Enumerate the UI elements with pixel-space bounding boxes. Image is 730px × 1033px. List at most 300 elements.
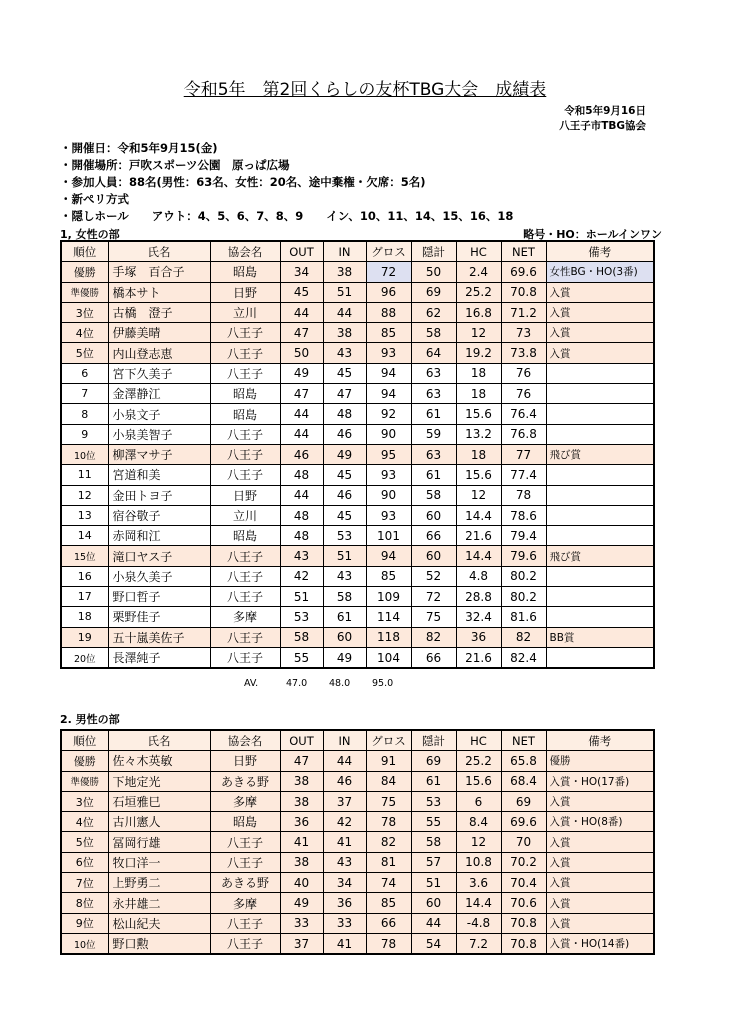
- cell-out: 51: [280, 587, 323, 607]
- cell-net: 69: [501, 791, 546, 811]
- cell-in: 46: [323, 424, 366, 444]
- table-row: [61, 282, 654, 302]
- cell-remarks: [546, 526, 654, 546]
- cell-remarks: [546, 424, 654, 444]
- cell-rank: 8位: [61, 893, 108, 913]
- cell-net: 77: [501, 444, 546, 464]
- cell-out: 47: [280, 323, 323, 343]
- cell-association: 八王子: [210, 627, 280, 647]
- cell-in: 42: [323, 812, 366, 832]
- cell-hidden-total: 60: [411, 893, 456, 913]
- cell-net: 70.6: [501, 893, 546, 913]
- cell-rank: 準優勝: [61, 771, 108, 791]
- cell-hc: 16.8: [456, 302, 501, 322]
- cell-association: 八王子: [210, 566, 280, 586]
- cell-out: 45: [280, 282, 323, 302]
- cell-net: 82.4: [501, 647, 546, 668]
- men-results-table: [60, 729, 655, 955]
- cell-gross: 84: [366, 771, 411, 791]
- cell-remarks: 女性BG・HO(3番): [546, 262, 654, 282]
- cell-name: 佐々木英敏: [108, 751, 210, 771]
- cell-remarks: 飛び賞: [546, 444, 654, 464]
- cell-remarks: 入賞: [546, 832, 654, 852]
- cell-in: 43: [323, 343, 366, 363]
- cell-rank: 20位: [61, 647, 108, 668]
- cell-net: 65.8: [501, 751, 546, 771]
- cell-remarks: [546, 404, 654, 424]
- cell-association: 八王子: [210, 913, 280, 933]
- cell-hidden-total: 57: [411, 852, 456, 872]
- cell-gross: 93: [366, 343, 411, 363]
- cell-name: 柳澤マサ子: [108, 444, 210, 464]
- cell-hc: 8.4: [456, 812, 501, 832]
- cell-hc: 25.2: [456, 282, 501, 302]
- header-association: 協会名: [210, 241, 280, 262]
- cell-association: あきる野: [210, 873, 280, 893]
- cell-net: 68.4: [501, 771, 546, 791]
- cell-association: 八王子: [210, 363, 280, 383]
- cell-association: 八王子: [210, 343, 280, 363]
- cell-association: 八王子: [210, 424, 280, 444]
- report-date: 令和5年9月16日: [564, 105, 646, 117]
- women-results-table: [60, 240, 655, 669]
- cell-hidden-total: 69: [411, 282, 456, 302]
- cell-rank: 3位: [61, 791, 108, 811]
- cell-in: 48: [323, 404, 366, 424]
- cell-net: 73.8: [501, 343, 546, 363]
- cell-hc: 14.4: [456, 546, 501, 566]
- cell-net: 78.6: [501, 505, 546, 525]
- cell-hidden-total: 66: [411, 647, 456, 668]
- cell-hidden-total: 58: [411, 832, 456, 852]
- cell-net: 80.2: [501, 587, 546, 607]
- cell-hc: 12: [456, 485, 501, 505]
- cell-gross: 78: [366, 812, 411, 832]
- cell-name: 金田トヨ子: [108, 485, 210, 505]
- cell-net: 70.2: [501, 852, 546, 872]
- cell-remarks: [546, 505, 654, 525]
- table-row: [61, 933, 654, 954]
- cell-name: 栗野佳子: [108, 607, 210, 627]
- cell-hidden-total: 66: [411, 526, 456, 546]
- cell-remarks: 入賞: [546, 323, 654, 343]
- cell-association: 昭島: [210, 526, 280, 546]
- cell-net: 79.4: [501, 526, 546, 546]
- table-row: [61, 812, 654, 832]
- cell-hc: 6: [456, 791, 501, 811]
- cell-gross: 75: [366, 791, 411, 811]
- header-in: IN: [323, 241, 366, 262]
- cell-rank: 13: [61, 505, 108, 525]
- cell-gross: 114: [366, 607, 411, 627]
- cell-gross: 91: [366, 751, 411, 771]
- cell-name: 野口哲子: [108, 587, 210, 607]
- cell-hidden-total: 61: [411, 465, 456, 485]
- table-row: [61, 627, 654, 647]
- cell-out: 46: [280, 444, 323, 464]
- cell-hc: 21.6: [456, 526, 501, 546]
- page-title: 令和5年 第2回くらしの友杯TBG大会 成績表: [183, 80, 547, 100]
- cell-name: 下地定光: [108, 771, 210, 791]
- cell-in: 37: [323, 791, 366, 811]
- table-row: [61, 893, 654, 913]
- cell-hc: 15.6: [456, 404, 501, 424]
- cell-hc: 36: [456, 627, 501, 647]
- cell-association: 八王子: [210, 933, 280, 954]
- cell-association: 多摩: [210, 791, 280, 811]
- table-row: [61, 791, 654, 811]
- cell-hidden-total: 58: [411, 323, 456, 343]
- cell-net: 81.6: [501, 607, 546, 627]
- cell-hidden-total: 75: [411, 607, 456, 627]
- cell-gross: 74: [366, 873, 411, 893]
- cell-remarks: 入賞: [546, 302, 654, 322]
- cell-remarks: 入賞: [546, 913, 654, 933]
- cell-out: 47: [280, 751, 323, 771]
- cell-name: 古川憲人: [108, 812, 210, 832]
- cell-out: 53: [280, 607, 323, 627]
- cell-rank: 18: [61, 607, 108, 627]
- cell-in: 43: [323, 566, 366, 586]
- cell-out: 44: [280, 302, 323, 322]
- header-out: OUT: [280, 241, 323, 262]
- table-row: [61, 404, 654, 424]
- info-hidden-holes: ・隠しホール アウト：4、5、6、7、8、9 イン、10、11、14、15、16、18: [60, 209, 514, 223]
- header-remarks: 備考: [546, 241, 654, 262]
- cell-out: 44: [280, 424, 323, 444]
- cell-hidden-total: 64: [411, 343, 456, 363]
- header-hc: HC: [456, 241, 501, 262]
- cell-association: 八王子: [210, 647, 280, 668]
- table-row: [61, 505, 654, 525]
- cell-in: 51: [323, 546, 366, 566]
- cell-rank: 8: [61, 404, 108, 424]
- cell-name: 宿谷敬子: [108, 505, 210, 525]
- cell-gross: 90: [366, 424, 411, 444]
- cell-rank: 5位: [61, 343, 108, 363]
- cell-in: 61: [323, 607, 366, 627]
- cell-out: 40: [280, 873, 323, 893]
- table-row: [61, 852, 654, 872]
- cell-rank: 17: [61, 587, 108, 607]
- cell-out: 47: [280, 384, 323, 404]
- header-hidden-total: 隠計: [411, 730, 456, 751]
- cell-out: 38: [280, 771, 323, 791]
- cell-out: 43: [280, 546, 323, 566]
- table-row: [61, 485, 654, 505]
- cell-hc: 19.2: [456, 343, 501, 363]
- cell-hc: -4.8: [456, 913, 501, 933]
- cell-remarks: 入賞・HO(17番): [546, 771, 654, 791]
- cell-name: 上野勇二: [108, 873, 210, 893]
- cell-hidden-total: 60: [411, 546, 456, 566]
- info-method: ・新ぺリ方式: [60, 192, 129, 206]
- cell-hc: 28.8: [456, 587, 501, 607]
- cell-out: 42: [280, 566, 323, 586]
- cell-hc: 4.8: [456, 566, 501, 586]
- cell-gross: 81: [366, 852, 411, 872]
- cell-name: 金澤静江: [108, 384, 210, 404]
- cell-rank: 16: [61, 566, 108, 586]
- cell-hc: 12: [456, 832, 501, 852]
- table-row: [61, 873, 654, 893]
- header-name: 氏名: [108, 730, 210, 751]
- cell-name: 石垣雅巳: [108, 791, 210, 811]
- cell-name: 野口勲: [108, 933, 210, 954]
- cell-rank: 4位: [61, 812, 108, 832]
- cell-net: 76: [501, 363, 546, 383]
- table-row: [61, 587, 654, 607]
- cell-name: 古橋 澄子: [108, 302, 210, 322]
- cell-gross: 85: [366, 566, 411, 586]
- abbreviation-note: 略号・HO：ホールインワン: [523, 228, 662, 241]
- cell-net: 77.4: [501, 465, 546, 485]
- cell-association: 多摩: [210, 607, 280, 627]
- table-row: [61, 832, 654, 852]
- cell-net: 69.6: [501, 812, 546, 832]
- cell-hc: 12: [456, 323, 501, 343]
- cell-hidden-total: 59: [411, 424, 456, 444]
- cell-hidden-total: 62: [411, 302, 456, 322]
- cell-remarks: [546, 607, 654, 627]
- cell-remarks: 入賞・HO(8番): [546, 812, 654, 832]
- average-out: 47.0: [286, 678, 308, 689]
- cell-net: 69.6: [501, 262, 546, 282]
- cell-rank: 準優勝: [61, 282, 108, 302]
- cell-association: 八王子: [210, 852, 280, 872]
- cell-association: あきる野: [210, 771, 280, 791]
- cell-in: 47: [323, 384, 366, 404]
- cell-remarks: 飛び賞: [546, 546, 654, 566]
- cell-gross: 78: [366, 933, 411, 954]
- cell-association: 昭島: [210, 384, 280, 404]
- cell-hidden-total: 58: [411, 485, 456, 505]
- cell-hidden-total: 61: [411, 771, 456, 791]
- cell-gross: 94: [366, 363, 411, 383]
- cell-net: 82: [501, 627, 546, 647]
- cell-net: 70.8: [501, 933, 546, 954]
- cell-association: 八王子: [210, 832, 280, 852]
- cell-name: 伊藤美晴: [108, 323, 210, 343]
- cell-in: 53: [323, 526, 366, 546]
- cell-net: 71.2: [501, 302, 546, 322]
- cell-rank: 3位: [61, 302, 108, 322]
- cell-remarks: BB賞: [546, 627, 654, 647]
- table-row: [61, 526, 654, 546]
- table-row: [61, 363, 654, 383]
- cell-net: 73: [501, 323, 546, 343]
- header-gross: グロス: [366, 730, 411, 751]
- cell-rank: 9: [61, 424, 108, 444]
- cell-out: 48: [280, 505, 323, 525]
- cell-net: 79.6: [501, 546, 546, 566]
- cell-hidden-total: 55: [411, 812, 456, 832]
- cell-association: 日野: [210, 751, 280, 771]
- cell-remarks: 入賞・HO(14番): [546, 933, 654, 954]
- cell-remarks: [546, 587, 654, 607]
- cell-net: 70: [501, 832, 546, 852]
- cell-in: 46: [323, 485, 366, 505]
- cell-net: 70.8: [501, 282, 546, 302]
- cell-name: 宮道和美: [108, 465, 210, 485]
- cell-association: 八王子: [210, 444, 280, 464]
- cell-in: 44: [323, 751, 366, 771]
- cell-gross: 109: [366, 587, 411, 607]
- cell-rank: 19: [61, 627, 108, 647]
- cell-remarks: 優勝: [546, 751, 654, 771]
- cell-association: 昭島: [210, 404, 280, 424]
- table-row: [61, 343, 654, 363]
- cell-name: 宮下久美子: [108, 363, 210, 383]
- cell-name: 赤岡和江: [108, 526, 210, 546]
- cell-in: 43: [323, 852, 366, 872]
- cell-remarks: 入賞: [546, 893, 654, 913]
- cell-out: 38: [280, 852, 323, 872]
- cell-out: 44: [280, 404, 323, 424]
- cell-rank: 10位: [61, 444, 108, 464]
- cell-remarks: [546, 485, 654, 505]
- cell-remarks: 入賞: [546, 791, 654, 811]
- cell-gross: 85: [366, 893, 411, 913]
- info-participants: ・参加人員：88名(男性：63名、女性：20名、途中棄権・欠席：5名): [60, 175, 426, 189]
- cell-in: 49: [323, 647, 366, 668]
- cell-association: 昭島: [210, 812, 280, 832]
- cell-net: 78: [501, 485, 546, 505]
- cell-out: 36: [280, 812, 323, 832]
- average-gross: 95.0: [372, 678, 394, 689]
- header-rank: 順位: [61, 730, 108, 751]
- info-venue: ・開催場所：戸吹スポーツ公園 原っぱ広場: [60, 158, 290, 172]
- cell-remarks: [546, 647, 654, 668]
- table-row: [61, 607, 654, 627]
- cell-rank: 6位: [61, 852, 108, 872]
- cell-hc: 14.4: [456, 505, 501, 525]
- cell-in: 58: [323, 587, 366, 607]
- table-row: [61, 771, 654, 791]
- cell-out: 37: [280, 933, 323, 954]
- cell-out: 44: [280, 485, 323, 505]
- cell-in: 45: [323, 465, 366, 485]
- cell-hidden-total: 63: [411, 444, 456, 464]
- cell-name: 小泉美智子: [108, 424, 210, 444]
- cell-hc: 2.4: [456, 262, 501, 282]
- header-in: IN: [323, 730, 366, 751]
- table-row: [61, 546, 654, 566]
- header-net: NET: [501, 241, 546, 262]
- table-row: [61, 323, 654, 343]
- table-row: [61, 465, 654, 485]
- cell-hc: 3.6: [456, 873, 501, 893]
- cell-in: 34: [323, 873, 366, 893]
- header-remarks: 備考: [546, 730, 654, 751]
- cell-net: 76.8: [501, 424, 546, 444]
- cell-remarks: 入賞: [546, 343, 654, 363]
- cell-association: 立川: [210, 302, 280, 322]
- cell-in: 45: [323, 505, 366, 525]
- cell-net: 76.4: [501, 404, 546, 424]
- cell-name: 滝口ヤス子: [108, 546, 210, 566]
- cell-name: 松山紀夫: [108, 913, 210, 933]
- header-rank: 順位: [61, 241, 108, 262]
- table-row: [61, 262, 654, 282]
- cell-gross: 104: [366, 647, 411, 668]
- cell-hidden-total: 61: [411, 404, 456, 424]
- cell-name: 橋本サト: [108, 282, 210, 302]
- header-out: OUT: [280, 730, 323, 751]
- cell-rank: 5位: [61, 832, 108, 852]
- cell-hc: 15.6: [456, 465, 501, 485]
- cell-rank: 15位: [61, 546, 108, 566]
- cell-name: 小泉文子: [108, 404, 210, 424]
- cell-gross: 72: [366, 262, 411, 282]
- cell-in: 49: [323, 444, 366, 464]
- average-label: AV.: [244, 678, 259, 689]
- cell-hidden-total: 54: [411, 933, 456, 954]
- header-gross: グロス: [366, 241, 411, 262]
- cell-name: 永井雄二: [108, 893, 210, 913]
- cell-gross: 118: [366, 627, 411, 647]
- cell-remarks: [546, 566, 654, 586]
- cell-association: 八王子: [210, 323, 280, 343]
- table-row: [61, 913, 654, 933]
- cell-rank: 優勝: [61, 751, 108, 771]
- organization: 八王子市TBG協会: [559, 120, 646, 132]
- cell-out: 38: [280, 791, 323, 811]
- cell-association: 立川: [210, 505, 280, 525]
- cell-out: 49: [280, 893, 323, 913]
- cell-hc: 14.4: [456, 893, 501, 913]
- cell-net: 70.8: [501, 913, 546, 933]
- cell-hc: 18: [456, 444, 501, 464]
- table-header-row: [61, 241, 654, 262]
- table-row: [61, 444, 654, 464]
- header-association: 協会名: [210, 730, 280, 751]
- cell-hidden-total: 52: [411, 566, 456, 586]
- cell-hc: 25.2: [456, 751, 501, 771]
- cell-net: 80.2: [501, 566, 546, 586]
- cell-gross: 92: [366, 404, 411, 424]
- cell-rank: 14: [61, 526, 108, 546]
- cell-hidden-total: 82: [411, 627, 456, 647]
- table-row: [61, 751, 654, 771]
- cell-hc: 13.2: [456, 424, 501, 444]
- cell-in: 41: [323, 933, 366, 954]
- cell-rank: 12: [61, 485, 108, 505]
- cell-remarks: [546, 465, 654, 485]
- cell-out: 33: [280, 913, 323, 933]
- cell-name: 冨岡行雄: [108, 832, 210, 852]
- table-row: [61, 424, 654, 444]
- table-header-row: [61, 730, 654, 751]
- cell-remarks: 入賞: [546, 852, 654, 872]
- cell-rank: 11: [61, 465, 108, 485]
- cell-hc: 18: [456, 384, 501, 404]
- cell-association: 日野: [210, 282, 280, 302]
- cell-rank: 10位: [61, 933, 108, 954]
- cell-hidden-total: 72: [411, 587, 456, 607]
- cell-in: 45: [323, 363, 366, 383]
- cell-rank: 優勝: [61, 262, 108, 282]
- cell-out: 58: [280, 627, 323, 647]
- cell-rank: 9位: [61, 913, 108, 933]
- info-date: ・開催日：令和5年9月15(金): [60, 141, 218, 155]
- cell-in: 44: [323, 302, 366, 322]
- cell-out: 55: [280, 647, 323, 668]
- cell-hidden-total: 63: [411, 363, 456, 383]
- table-row: [61, 384, 654, 404]
- cell-name: 内山登志恵: [108, 343, 210, 363]
- cell-remarks: 入賞: [546, 873, 654, 893]
